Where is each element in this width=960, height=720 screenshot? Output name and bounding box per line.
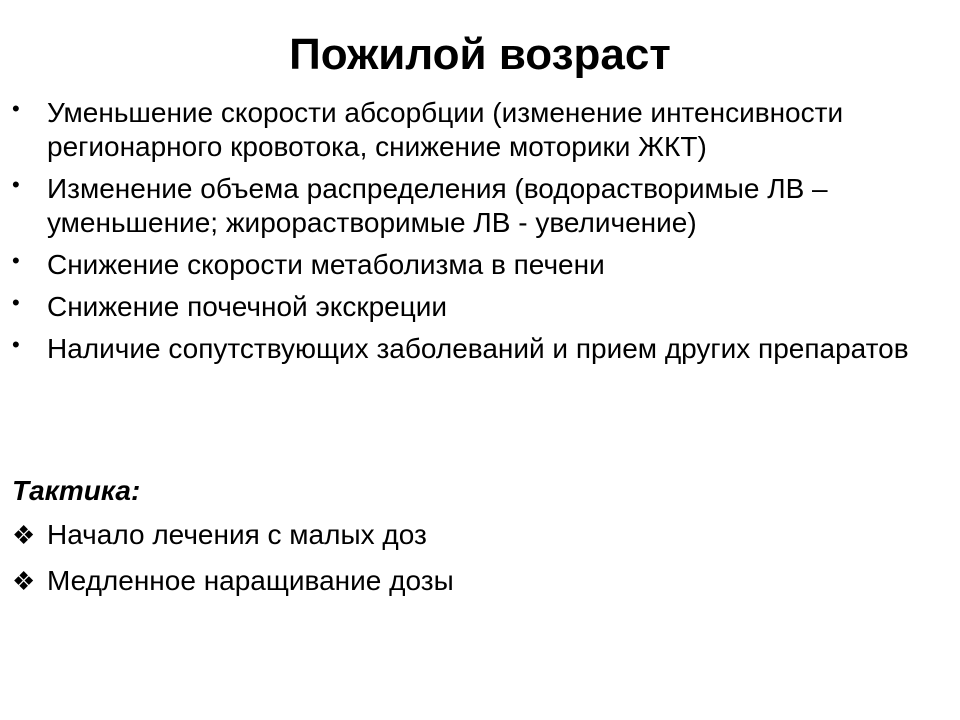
list-item-text: Медленное наращивание дозы [47,565,454,596]
list-item-text: Снижение почечной экскреции [47,291,448,322]
list-item-text: Уменьшение скорости абсорбции (изменение интенсивности регионарного кровотока, снижение моторики ЖКТ) [47,97,844,162]
list-item-text: Начало лечения с малых доз [47,519,427,550]
list-item [0,518,960,552]
bullet-dot-icon: • [12,172,20,197]
bullet-dot-icon: • [12,332,20,357]
list-item [0,290,917,324]
bullet-dot-icon: • [12,290,20,315]
list-item-text: Наличие сопутствующих заболеваний и прием других препаратов [47,333,909,364]
bullet-list [0,96,960,374]
four-diamond-bullet-icon: ❖ [12,520,36,550]
list-item [0,332,917,366]
tactics-heading: Тактика: [12,475,141,506]
list-item [0,96,917,164]
slide-title: Пожилой возраст [289,30,671,79]
list-item [0,248,917,282]
list-item [0,172,917,240]
list-item-text: Снижение скорости метаболизма в печени [47,249,605,280]
tactics-list [0,518,960,610]
list-item-text: Изменение объема распределения (водорастворимые ЛВ – уменьшение; жирорастворимые ЛВ - увеличение) [47,173,828,238]
bullet-dot-icon: • [12,248,20,273]
bullet-dot-icon: • [12,96,20,121]
list-item [0,564,960,598]
four-diamond-bullet-icon: ❖ [12,566,36,596]
